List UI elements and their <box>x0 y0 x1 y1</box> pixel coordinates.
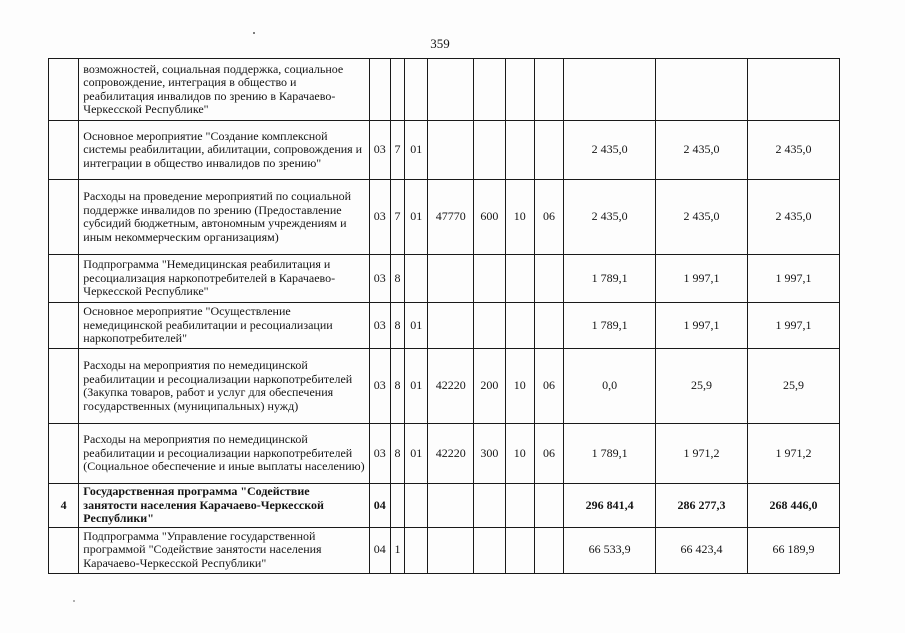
section-cell <box>505 255 534 303</box>
subsection-cell <box>534 527 563 573</box>
table-row <box>49 303 840 349</box>
amount-year3-cell: 2 435,0 <box>747 180 839 255</box>
amount-year1-cell: 0,0 <box>564 349 656 424</box>
section-cell: 10 <box>505 349 534 424</box>
amount-year2-cell: 25,9 <box>656 349 748 424</box>
subsection-cell: 06 <box>534 349 563 424</box>
table-row <box>49 424 840 484</box>
program-code-cell: 04 <box>369 527 390 573</box>
program-code-cell: 04 <box>369 484 390 528</box>
direction-code-cell <box>428 59 474 121</box>
table-row <box>49 255 840 303</box>
section-cell <box>505 484 534 528</box>
direction-code-cell <box>428 121 474 180</box>
row-number-cell <box>49 59 79 121</box>
subprogram-code-cell: 1 <box>390 527 405 573</box>
amount-year1-cell: 2 435,0 <box>564 121 656 180</box>
direction-code-cell <box>428 484 474 528</box>
subprogram-code-cell: 8 <box>390 424 405 484</box>
table-row <box>49 527 840 573</box>
direction-code-cell: 42220 <box>428 349 474 424</box>
subprogram-code-cell: 8 <box>390 303 405 349</box>
row-number-cell <box>49 303 79 349</box>
program-code-cell: 03 <box>369 255 390 303</box>
amount-year3-cell: 66 189,9 <box>747 527 839 573</box>
subprogram-code-cell: 7 <box>390 121 405 180</box>
activity-code-cell: 01 <box>405 303 428 349</box>
item-name-cell: Расходы на мероприятия по немедицинской реабилитации и ресоциализации наркопотребителей (Социальное обеспечение и иные выплаты населению) <box>79 424 369 484</box>
amount-year1-cell: 1 789,1 <box>564 424 656 484</box>
section-cell <box>505 527 534 573</box>
amount-year2-cell: 66 423,4 <box>656 527 748 573</box>
expense-type-cell: 300 <box>474 424 505 484</box>
activity-code-cell <box>405 484 428 528</box>
amount-year1-cell: 296 841,4 <box>564 484 656 528</box>
row-number-cell: 4 <box>49 484 79 528</box>
expense-type-cell <box>474 527 505 573</box>
subsection-cell <box>534 121 563 180</box>
budget-table <box>48 58 840 574</box>
amount-year3-cell: 2 435,0 <box>747 121 839 180</box>
amount-year1-cell: 1 789,1 <box>564 255 656 303</box>
subprogram-code-cell: 7 <box>390 180 405 255</box>
program-code-cell: 03 <box>369 180 390 255</box>
amount-year1-cell: 66 533,9 <box>564 527 656 573</box>
program-code-cell: 03 <box>369 424 390 484</box>
row-number-cell <box>49 527 79 573</box>
amount-year2-cell: 1 997,1 <box>656 255 748 303</box>
amount-year2-cell: 2 435,0 <box>656 121 748 180</box>
subsection-cell <box>534 59 563 121</box>
activity-code-cell: 01 <box>405 121 428 180</box>
item-name-cell: Подпрограмма "Немедицинская реабилитация и ресоциализация наркопотребителей в Карачаево-Черкесской Республике" <box>79 255 369 303</box>
amount-year2-cell: 286 277,3 <box>656 484 748 528</box>
expense-type-cell <box>474 303 505 349</box>
table-row <box>49 484 840 528</box>
amount-year2-cell <box>656 59 748 121</box>
table-row <box>49 121 840 180</box>
amount-year1-cell: 2 435,0 <box>564 180 656 255</box>
amount-year3-cell: 1 971,2 <box>747 424 839 484</box>
row-number-cell <box>49 349 79 424</box>
activity-code-cell: 01 <box>405 424 428 484</box>
item-name-cell: Государственная программа "Содействие занятости населения Карачаево-Черкесской Республики" <box>79 484 369 528</box>
amount-year2-cell: 1 971,2 <box>656 424 748 484</box>
subprogram-code-cell <box>390 59 405 121</box>
program-code-cell: 03 <box>369 303 390 349</box>
item-name-cell: Расходы на проведение мероприятий по социальной поддержке инвалидов по зрению (Предоставление субсидий бюджетным, автономным учреждениям и иным некоммерческим организациям) <box>79 180 369 255</box>
section-cell <box>505 59 534 121</box>
amount-year3-cell: 25,9 <box>747 349 839 424</box>
table-row <box>49 180 840 255</box>
item-name-cell: Расходы на мероприятия по немедицинской реабилитации и ресоциализации наркопотребителей (Закупка товаров, работ и услуг для обеспечения государственных (муниципальных) нужд) <box>79 349 369 424</box>
scan-speck <box>73 600 75 602</box>
direction-code-cell <box>428 527 474 573</box>
subprogram-code-cell: 8 <box>390 349 405 424</box>
subsection-cell <box>534 255 563 303</box>
item-name-cell: Подпрограмма "Управление государственной программой "Содействие занятости населения Карачаево-Черкесской Республики" <box>79 527 369 573</box>
item-name-cell: Основное мероприятие "Создание комплексной системы реабилитации, абилитации, сопровождения и интеграции в общество инвалидов по зрению" <box>79 121 369 180</box>
activity-code-cell <box>405 255 428 303</box>
subprogram-code-cell: 8 <box>390 255 405 303</box>
amount-year1-cell <box>564 59 656 121</box>
direction-code-cell: 42220 <box>428 424 474 484</box>
row-number-cell <box>49 121 79 180</box>
amount-year3-cell: 1 997,1 <box>747 255 839 303</box>
amount-year2-cell: 2 435,0 <box>656 180 748 255</box>
subsection-cell <box>534 484 563 528</box>
expense-type-cell <box>474 484 505 528</box>
subsection-cell <box>534 303 563 349</box>
amount-year2-cell: 1 997,1 <box>656 303 748 349</box>
program-code-cell <box>369 59 390 121</box>
table-row <box>49 59 840 121</box>
row-number-cell <box>49 180 79 255</box>
direction-code-cell <box>428 255 474 303</box>
expense-type-cell <box>474 59 505 121</box>
direction-code-cell <box>428 303 474 349</box>
expense-type-cell <box>474 255 505 303</box>
row-number-cell <box>49 255 79 303</box>
table-row <box>49 349 840 424</box>
amount-year3-cell: 1 997,1 <box>747 303 839 349</box>
section-cell: 10 <box>505 424 534 484</box>
activity-code-cell <box>405 527 428 573</box>
section-cell <box>505 303 534 349</box>
page-number: 359 <box>430 36 450 51</box>
scan-speck <box>253 32 255 34</box>
activity-code-cell <box>405 59 428 121</box>
section-cell <box>505 121 534 180</box>
activity-code-cell: 01 <box>405 349 428 424</box>
expense-type-cell: 600 <box>474 180 505 255</box>
amount-year1-cell: 1 789,1 <box>564 303 656 349</box>
program-code-cell: 03 <box>369 349 390 424</box>
row-number-cell <box>49 424 79 484</box>
item-name-cell: Основное мероприятие "Осуществление немедицинской реабилитации и ресоциализации наркопотребителей" <box>79 303 369 349</box>
amount-year3-cell: 268 446,0 <box>747 484 839 528</box>
subsection-cell: 06 <box>534 180 563 255</box>
expense-type-cell: 200 <box>474 349 505 424</box>
program-code-cell: 03 <box>369 121 390 180</box>
subsection-cell: 06 <box>534 424 563 484</box>
direction-code-cell: 47770 <box>428 180 474 255</box>
budget-table-body <box>49 59 840 574</box>
activity-code-cell: 01 <box>405 180 428 255</box>
subprogram-code-cell <box>390 484 405 528</box>
expense-type-cell <box>474 121 505 180</box>
amount-year3-cell <box>747 59 839 121</box>
item-name-cell: возможностей, социальная поддержка, социальное сопровождение, интеграция в общество и реабилитация инвалидов по зрению в Карачаево-Черкесской Республике" <box>79 59 369 121</box>
section-cell: 10 <box>505 180 534 255</box>
